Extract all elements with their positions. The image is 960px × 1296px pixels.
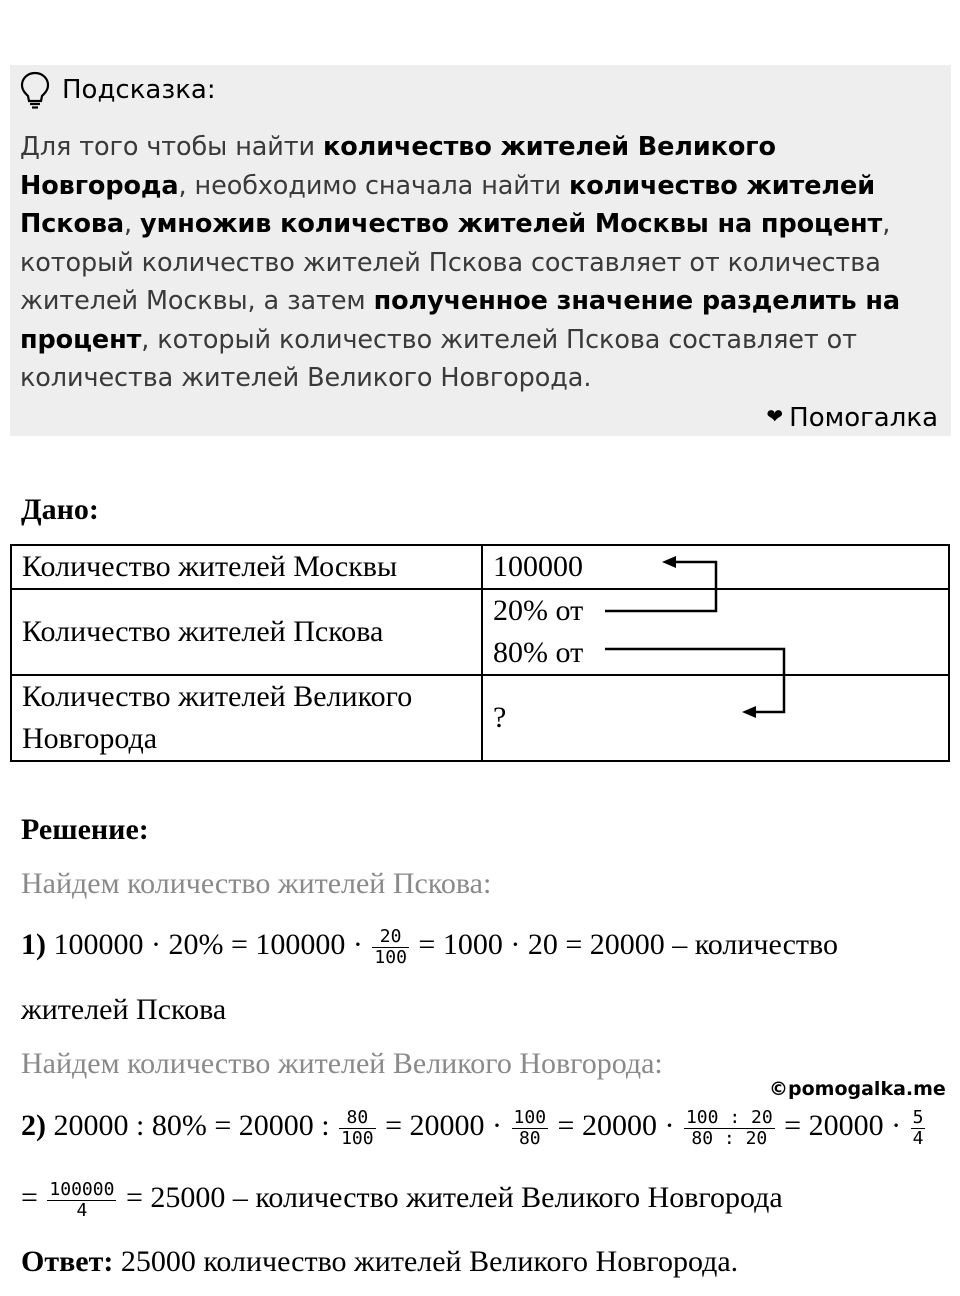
denominator: 4	[912, 1127, 924, 1149]
math-text: = 1000 · 20 = 20000 – количество	[410, 928, 838, 961]
hint-text-part: , который количество жителей Пскова составляет от количества жителей Великого Новгорода.	[20, 324, 857, 393]
step-intro: Найдем количество жителей Великого Новгорода:	[21, 1047, 663, 1080]
fraction	[512, 1108, 549, 1149]
step-intro: Найдем количество жителей Пскова:	[21, 867, 492, 900]
hint-bold-part: полученное значение разделить на процент	[20, 286, 900, 355]
hint-bold-part: умножив количество жителей Москвы на процент	[140, 209, 883, 239]
numerator: 100 : 20	[685, 1106, 773, 1128]
denominator: 80	[518, 1127, 541, 1149]
denominator: 80 : 20	[691, 1127, 768, 1149]
percent-line: 80% от	[493, 636, 584, 669]
answer-text: 25000 количество жителей Великого Новгорода.	[113, 1245, 739, 1278]
math-text: = 20000 ·	[377, 1109, 510, 1142]
math-text: = 20000 ·	[550, 1109, 682, 1142]
table-row	[11, 675, 949, 761]
table-cell-value: ?	[482, 675, 949, 761]
math-text: =	[21, 1181, 46, 1214]
fraction	[339, 1108, 376, 1149]
hint-text-part: , который количество жителей Пскова составляет от количества жителей Москвы, а затем	[20, 209, 891, 316]
hint-bold-part: количество жителей Пскова	[20, 170, 875, 239]
numerator: 20	[372, 927, 409, 948]
denominator: 4	[76, 1199, 88, 1221]
hint-bold-part: количество жителей Великого Новгорода	[20, 132, 776, 201]
fraction	[372, 927, 409, 968]
lightbulb-icon	[18, 70, 52, 110]
fraction	[684, 1108, 775, 1149]
hint-text-part: ,	[124, 209, 141, 239]
table-row	[11, 545, 949, 589]
table-cell-label: Количество жителей Великого Новгорода	[11, 675, 482, 761]
numerator: 100	[513, 1106, 547, 1128]
hint-text-part: Для того чтобы найти	[20, 132, 324, 162]
step-2	[21, 1106, 927, 1149]
numerator: 100000	[49, 1178, 115, 1200]
numerator: 5	[912, 1106, 924, 1128]
brand-label	[766, 398, 938, 436]
step-number: 2)	[21, 1109, 46, 1142]
math-text: = 20000 ·	[776, 1109, 909, 1142]
step-1	[21, 925, 838, 968]
hint-text-part: , необходимо сначала найти	[178, 170, 569, 201]
given-heading: Дано:	[21, 493, 99, 526]
brand-text: Помогалка	[789, 403, 938, 433]
math-text: 20000 : 80% = 20000 :	[46, 1109, 338, 1142]
denominator: 100	[341, 1127, 374, 1149]
hint-text	[20, 128, 945, 398]
table-cell-value: 100000	[482, 545, 949, 589]
fraction	[47, 1180, 116, 1221]
table-cell-label: Количество жителей Пскова	[11, 589, 482, 675]
table-cell-value	[482, 589, 949, 675]
math-text: = 25000 – количество жителей Великого Новгорода	[118, 1181, 783, 1214]
given-table	[10, 544, 950, 762]
fraction	[911, 1108, 926, 1149]
math-text: 100000 · 20% = 100000 ·	[46, 928, 371, 961]
step-1-cont: жителей Пскова	[21, 993, 227, 1026]
table-row	[11, 589, 949, 675]
denominator: 100	[374, 946, 407, 968]
percent-line: 20% от	[493, 594, 584, 627]
solution-heading: Решение:	[21, 813, 149, 846]
hint-title: Подсказка:	[62, 75, 216, 105]
step-number: 1)	[21, 928, 46, 961]
answer	[21, 1242, 738, 1282]
answer-label: Ответ:	[21, 1245, 114, 1278]
step-2-cont	[21, 1178, 783, 1221]
numerator: 80	[339, 1108, 376, 1129]
watermark: ©pomogalka.me	[769, 1078, 946, 1100]
table-cell-label: Количество жителей Москвы	[11, 545, 482, 589]
heart-icon: ❤	[766, 404, 784, 428]
